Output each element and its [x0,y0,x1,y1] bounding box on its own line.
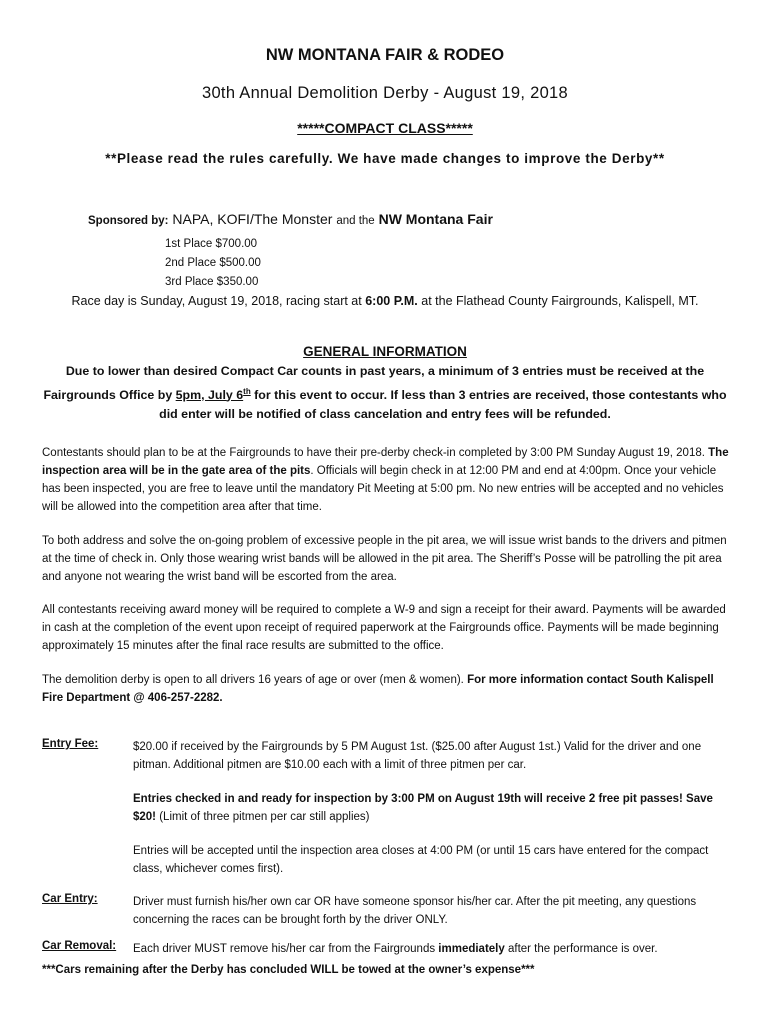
checkin-text-a: Contestants should plan to be at the Fairgrounds to have their pre-derby check-in completed by 3:00 PM Sunday August 19, 2018. [42,447,709,459]
checkin-inspection-area: The inspection area will be in the gate area of the pits [42,447,729,477]
sponsor-final: NW Montana Fair [378,211,493,227]
general-info-text-b: for this event to occur. If less than 3 entries are received, those contestants who did enter will be notified of class cancelation and entry fees will be refunded. [159,387,727,422]
car-removal-emphasis: immediately [438,943,505,955]
page-title: NW MONTANA FAIR & RODEO [265,46,505,64]
contact-info: For more information contact South Kalispell Fire Department @ 406-257-2282. [42,674,714,704]
entry-deadline: 5pm, July 6 [175,387,244,402]
eligibility-paragraph [42,671,732,707]
general-info-text-a: Due to lower than desired Compact Car counts in past years, a minimum of 3 entries must be received at the Fairgrounds Office by [43,364,705,402]
car-removal-text [133,940,733,958]
general-info-notice [40,362,730,425]
class-heading: *****COMPACT CLASS***** [297,120,473,136]
entry-fee-deadline: Entries will be accepted until the inspection area closes at 4:00 PM (or until 15 cars have entered for the compact class, whichever comes first). [133,845,709,875]
entry-deadline-suffix: th [243,386,251,396]
sponsor-and-the: and the [336,215,375,227]
prize-second: 2nd Place $500.00 [165,257,261,269]
car-entry-text: Driver must furnish his/her own car OR have someone sponsor his/her car. After the pit meeting, any questions concerning the races can be brought forth by the driver ONLY. [133,896,697,926]
checkin-text-b: . Officials will begin check in at 12:00 PM and end at 4:00pm. Once your vehicle has been inspected, you are free to leave until the mandatory Pit Meeting at 5:00 pm. No new entries will be accepted and no vehicles will be allowed into the competition area after that time. [42,465,724,513]
entry-fee-early-offer [133,790,733,826]
car-removal-text-b: after the performance is over. [504,943,658,955]
sponsor-label: Sponsored by: [88,215,169,227]
entry-fee-label: Entry Fee: [42,738,99,750]
race-day-time: 6:00 P.M. [365,294,418,308]
prize-third: 3rd Place $350.00 [165,276,259,288]
early-offer-bold: Entries checked in and ready for inspection by 3:00 PM on August 19th will receive 2 free pit passes! Save $20! [133,793,713,823]
sponsor-line [88,211,493,227]
entry-fee-text: $20.00 if received by the Fairgrounds by 5 PM August 1st. ($25.00 after August 1st.) Valid for the driver and one pitman. Additional pitmen are $10.00 each with a limit of three pitmen per car. [133,741,702,771]
award-paragraph: All contestants receiving award money will be required to complete a W-9 and sign a receipt for their award. Payments will be awarded in cash at the completion of the event upon receipt of required paperwork at the Fairgrounds office. Payments will be made beginning approximately 15 minutes after the final race results are submitted to the office. [42,604,726,652]
car-removal-label: Car Removal: [42,940,117,952]
checkin-paragraph [42,444,732,516]
eligibility-text: The demolition derby is open to all drivers 16 years of age or over (men & women). [42,674,468,686]
car-entry-label: Car Entry: [42,893,98,905]
tow-warning: ***Cars remaining after the Derby has concluded WILL be towed at the owner’s expense*** [42,964,535,976]
car-removal-text-a: Each driver MUST remove his/her car from the Fairgrounds [133,943,439,955]
race-day-line [0,294,770,308]
race-day-text: Race day is Sunday, August 19, 2018, racing start at [71,294,366,308]
event-subtitle: 30th Annual Demolition Derby - August 19, 2018 [201,84,569,102]
race-day-location: at the Flathead County Fairgrounds, Kalispell, MT. [417,294,699,308]
prize-first: 1st Place $700.00 [165,238,258,250]
early-offer-note: (Limit of three pitmen per car still applies) [156,811,370,823]
sponsor-names: NAPA, KOFI/The Monster [172,211,333,227]
general-info-heading: GENERAL INFORMATION [303,344,467,359]
rules-notice: **Please read the rules carefully. We have made changes to improve the Derby** [105,151,665,166]
wristband-paragraph: To both address and solve the on-going problem of excessive people in the pit area, we will issue wrist bands to the drivers and pitmen at the time of check in. Only those wearing wrist bands will be allowed in the pit area. The Sheriff’s Posse will be patrolling the pit area and anyone not wearing the wrist band will be escorted from the area. [42,535,727,583]
